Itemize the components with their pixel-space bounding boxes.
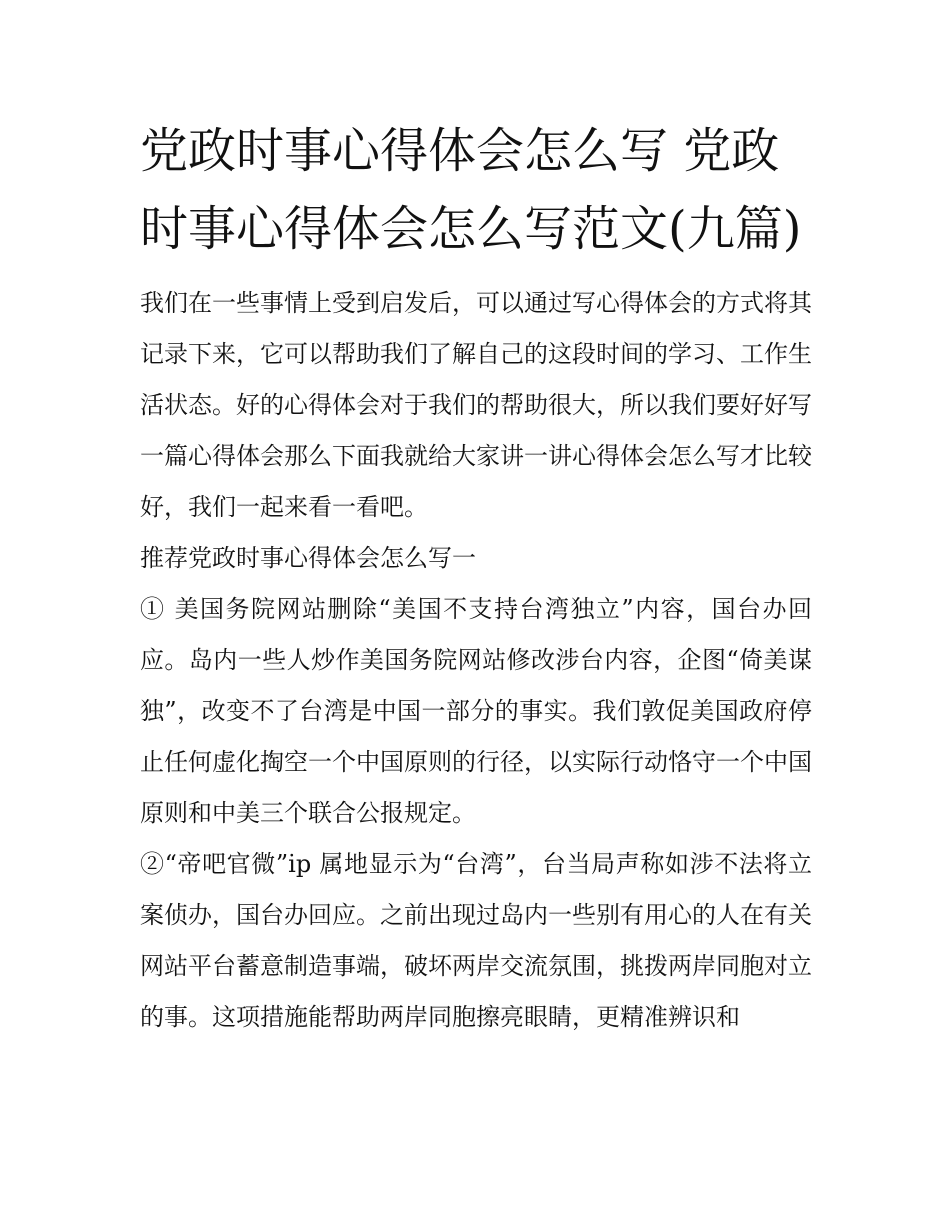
item-paragraph-1: ① 美国务院网站删除“美国不支持台湾独立”内容，国台办回应。岛内一些人炒作美国务院网站修改涉台内容，企图“倚美谋独”，改变不了台湾是中国一部分的事实。我们敦促美国政府停止任何虚化掏空一个中国原则的行径，以实际行动恪守一个中国原则和中美三个联合公报规定。 [140,595,812,827]
item-paragraph-2: ②“帝吧官微”ip 属地显示为“台湾”，台当局声称如涉不法将立案侦办，国台办回应。之前出现过岛内一些别有用心的人在有关网站平台蓄意制造事端，破坏两岸交流氛围，挑拨两岸同胞对立的事。这项措施能帮助两岸同胞擦亮眼睛，更精准辨识和 [140,850,812,1031]
section-heading: 推荐党政时事心得体会怎么写一 [140,544,476,572]
intro-paragraph: 我们在一些事情上受到启发后，可以通过写心得体会的方式将其记录下来，它可以帮助我们了解自己的这段时间的学习、工作生活状态。好的心得体会对于我们的帮助很大，所以我们要好好写一篇心得体会那么下面我就给大家讲一讲心得体会怎么写才比较好，我们一起来看一看吧。 [140,289,812,521]
document-body [140,112,812,1043]
document-title: 党政时事心得体会怎么写 党政时事心得体会怎么写范文(九篇) [140,123,802,257]
